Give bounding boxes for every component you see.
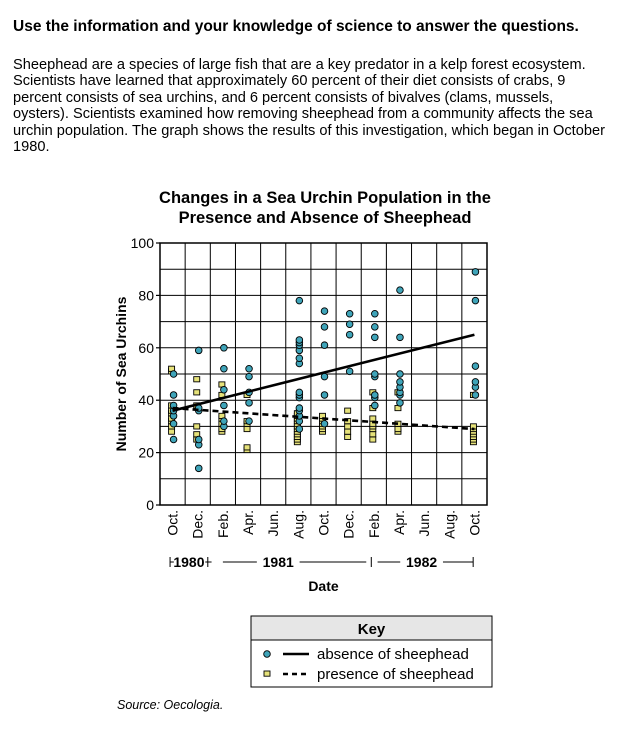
absence-data-point	[321, 420, 328, 427]
year-label: 1981	[262, 554, 294, 570]
absence-data-point	[472, 297, 479, 304]
absence-data-point	[372, 402, 379, 409]
absence-data-point	[372, 392, 379, 399]
presence-data-point	[345, 429, 351, 434]
absence-data-point	[296, 405, 303, 412]
absence-data-point	[372, 371, 379, 378]
year-label: 1982	[406, 554, 438, 570]
absence-data-point	[321, 392, 328, 399]
absence-data-point	[246, 365, 253, 372]
legend-presence-label: presence of sheephead	[317, 666, 474, 683]
absence-data-point	[472, 269, 479, 276]
absence-data-point	[170, 392, 177, 399]
absence-data-point	[372, 324, 379, 331]
absence-data-point	[321, 342, 328, 349]
absence-data-point	[195, 347, 202, 354]
legend-absence-label: absence of sheephead	[317, 646, 469, 663]
absence-data-point	[195, 465, 202, 472]
year-label: 1980	[173, 554, 205, 570]
y-tick-label: 100	[130, 235, 154, 251]
presence-data-point	[395, 426, 401, 431]
absence-data-point	[472, 392, 479, 399]
absence-data-point	[472, 363, 479, 370]
absence-data-point	[296, 389, 303, 396]
source-citation: Source: Oecologia.	[117, 698, 224, 712]
presence-data-point	[169, 429, 175, 434]
x-tick-label: Aug.	[290, 510, 307, 539]
passage-text: Sheephead are a species of large fish that are a key predator in a kelp forest ecosystem. Scientists have learned that approximately 60 percent of their diet consists of crabs, 9 percent consists of sea urchins, and 6 percent consists of bivalves (clams, mussels, oysters). Scientists examined how removing sheephead from a community affects the sea urchin population. The graph shows the results of this investigation, which began in October 1980.	[13, 57, 605, 156]
x-axis-label: Date	[308, 578, 339, 594]
y-tick-label: 0	[146, 497, 154, 513]
absence-data-point	[170, 420, 177, 427]
absence-data-point	[346, 331, 353, 338]
absence-data-point	[346, 368, 353, 375]
absence-data-point	[221, 418, 228, 425]
absence-data-point	[372, 334, 379, 341]
absence-data-point	[397, 334, 404, 341]
y-tick-label: 80	[138, 287, 154, 304]
absence-data-point	[346, 321, 353, 328]
absence-data-point	[346, 310, 353, 317]
presence-data-point	[244, 426, 250, 431]
chart-marks	[169, 269, 479, 472]
legend-absence-marker	[264, 651, 271, 658]
absence-data-point	[321, 308, 328, 315]
legend-presence-marker	[264, 671, 270, 676]
presence-data-point	[370, 416, 376, 421]
presence-data-point	[194, 424, 200, 429]
presence-data-point	[194, 377, 200, 382]
absence-data-point	[246, 373, 253, 380]
absence-data-point	[372, 310, 379, 317]
x-tick-label: Oct.	[466, 510, 483, 536]
y-tick-label: 20	[138, 444, 154, 461]
absence-data-point	[397, 400, 404, 407]
absence-data-point	[246, 400, 253, 407]
presence-data-point	[345, 434, 351, 439]
y-tick-label: 40	[138, 392, 154, 409]
x-tick-label: Feb.	[365, 510, 382, 539]
x-tick-label: Feb.	[214, 510, 231, 539]
absence-data-point	[170, 436, 177, 443]
absence-data-point	[221, 345, 228, 352]
x-tick-label: Dec.	[340, 510, 357, 539]
presence-data-point	[345, 408, 351, 413]
absence-data-point	[296, 355, 303, 362]
absence-data-point	[221, 402, 228, 409]
chart-legend	[251, 616, 492, 687]
chart-title: Changes in a Sea Urchin Population in the Presence and Absence of Sheephead	[159, 189, 491, 227]
absence-data-point	[246, 418, 253, 425]
absence-data-point	[397, 287, 404, 294]
legend-title: Key	[357, 621, 386, 638]
instructions: Use the information and your knowledge of science to answer the questions.	[13, 18, 579, 35]
absence-data-point	[296, 426, 303, 433]
absence-data-point	[321, 324, 328, 331]
x-tick-label: Apr.	[240, 510, 257, 535]
x-tick-label: Oct.	[164, 510, 181, 536]
presence-data-point	[244, 445, 250, 450]
x-tick-label: Aug.	[441, 510, 458, 539]
x-tick-label: Jun.	[416, 510, 433, 537]
x-tick-label: Oct.	[315, 510, 332, 536]
presence-data-point	[370, 437, 376, 442]
presence-data-point	[345, 424, 351, 429]
presence-data-point	[194, 390, 200, 395]
absence-data-point	[195, 436, 202, 443]
y-axis-label: Number of Sea Urchins	[113, 296, 129, 452]
absence-data-point	[397, 371, 404, 378]
x-tick-label: Apr.	[390, 510, 407, 535]
absence-data-point	[170, 371, 177, 378]
x-tick-label: Dec.	[189, 510, 206, 539]
x-tick-label: Jun.	[265, 510, 282, 537]
presence-data-point	[370, 432, 376, 437]
y-tick-label: 60	[138, 339, 154, 356]
absence-data-point	[397, 379, 404, 386]
absence-data-point	[296, 297, 303, 304]
absence-data-point	[472, 379, 479, 386]
absence-data-point	[221, 386, 228, 393]
absence-data-point	[296, 337, 303, 344]
absence-data-point	[221, 365, 228, 372]
